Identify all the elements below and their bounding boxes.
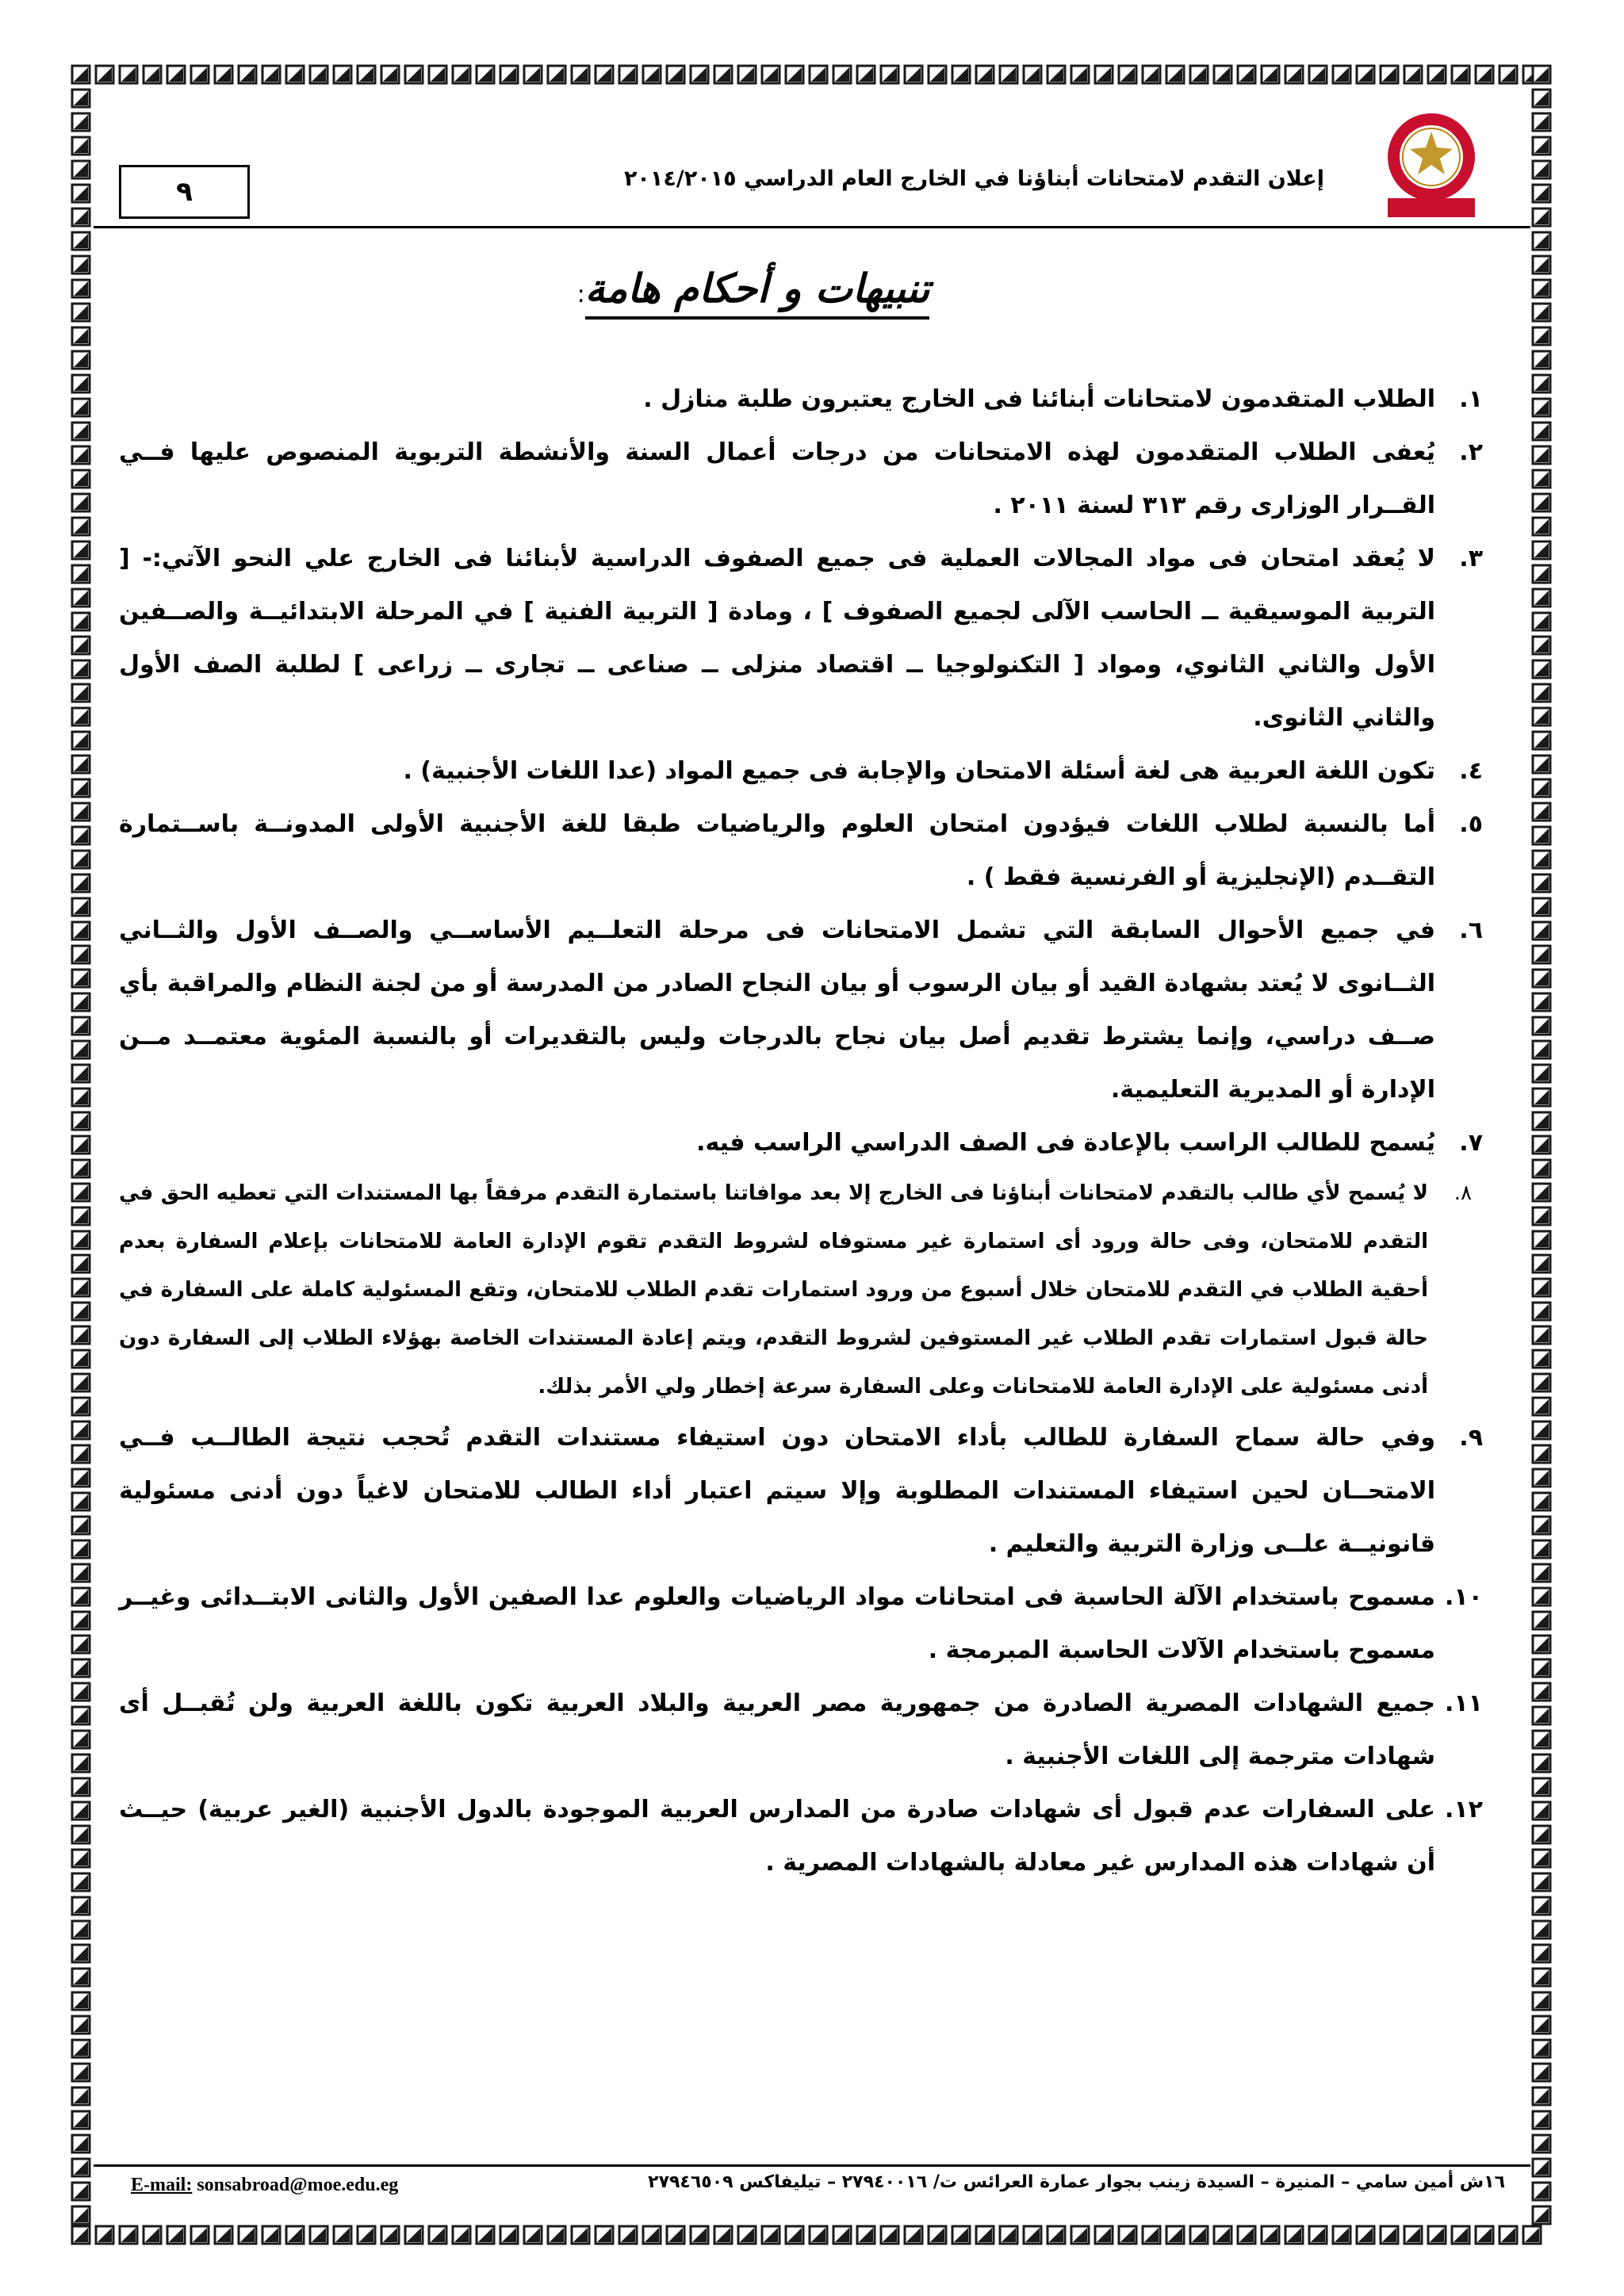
rules-list [119, 373, 1483, 1889]
item-text: لا يُعقد امتحان فى مواد المجالات العملية فى جميع الصفوف الدراسية لأبنائنا فى الخارج علي النحو الآتي:- [ التربية الموسيقية ــ الحاسب الآلى لجميع الصفوف ] ، ومادة [ التربية الفنية ] في المرحلة الابتدائيــة والصــفين الأول والثاني الثانوي، ومواد [ التكنولوجيا ــ اقتصاد منزلى ــ صناعى ــ تجارى ــ زراعى ] لطلبة الصف الأول والثاني الثانوى. [119, 545, 1435, 732]
item-number: ٧. [1459, 1129, 1483, 1157]
item-number: ٨. [1454, 1181, 1472, 1205]
list-item [119, 426, 1483, 532]
decorative-border-top [70, 63, 1554, 87]
ministry-logo-icon [1372, 109, 1491, 220]
item-text: على السفارات عدم قبول أى شهادات صادرة من المدارس العربية الموجودة بالدول الأجنبية (الغير عربية) حيــث أن شهادات هذه المدارس غير معادلة بالشهادات المصرية . [119, 1796, 1435, 1877]
page-number: ٩ [119, 165, 250, 219]
email-link[interactable]: sonsabroad@moe.edu.eg [197, 2175, 399, 2195]
list-item [119, 1783, 1483, 1889]
section-title-text: تنبيهات و أحكام هامة [585, 266, 930, 320]
footer-address: ١٦ش أمين سامي – المنيرة – السيدة زينب بجوار عمارة العرائس ت/ ٢٧٩٤٠٠١٦ – تيليفاكس ٢٧٩٤٦٥٠٩ [648, 2172, 1505, 2192]
item-number: ١١. [1444, 1689, 1483, 1717]
list-item [119, 532, 1483, 744]
email-label: E-mail: [131, 2175, 193, 2195]
section-title [476, 266, 1031, 312]
list-item [119, 1571, 1483, 1677]
decorative-border-right [1530, 63, 1554, 2248]
list-item [119, 1411, 1483, 1571]
list-item [119, 1116, 1483, 1169]
item-number: ٦. [1459, 916, 1483, 944]
footer-email [131, 2175, 398, 2196]
item-number: ١٢. [1444, 1796, 1483, 1823]
list-item [119, 904, 1483, 1116]
list-item [119, 1677, 1483, 1783]
item-text: يُسمح للطالب الراسب بالإعادة فى الصف الدراسي الراسب فيه. [696, 1129, 1435, 1157]
decorative-border-bottom [70, 2224, 1554, 2248]
header-title: إعلان التقدم لامتحانات أبناؤنا في الخارج العام الدراسي ٢٠١٤/٢٠١٥ [623, 166, 1324, 191]
item-text: جميع الشهادات المصرية الصادرة من جمهورية مصر العربية والبلاد العربية تكون باللغة العربية ولن تُقبــل أى شهادات مترجمة إلى اللغات الأجنبية . [119, 1689, 1435, 1770]
list-item [119, 744, 1483, 798]
item-text: أما بالنسبة لطلاب اللغات فيؤدون امتحان العلوم والرياضيات طبقا للغة الأجنبية الأولى المدونــة باســتمارة التقــدم (الإنجليزية أو الفرنسية فقط ) . [119, 810, 1435, 891]
item-text: وفي حالة سماح السفارة للطالب بأداء الامتحان دون استيفاء مستندات التقدم تُحجب نتيجة الطالــب فــي الامتحــان لحين استيفاء المستندات المطلوبة وإلا سيتم اعتبار أداء الطالب للامتحان لاغياً دون أدنى مسئولية قانونيــة علــى وزارة التربية والتعليم . [119, 1424, 1435, 1558]
item-text: تكون اللغة العربية هى لغة أسئلة الامتحان والإجابة فى جميع المواد (عدا اللغات الأجنبية) . [403, 757, 1435, 785]
item-text: يُعفى الطلاب المتقدمون لهذه الامتحانات من درجات أعمال السنة والأنشطة التربوية المنصوص عليها فــي القــرار الوزارى رقم ٣١٣ لسنة ٢٠١١ . [119, 438, 1435, 519]
section-title-colon: : [576, 281, 585, 308]
header-divider [94, 226, 1530, 228]
item-number: ٩. [1459, 1424, 1483, 1452]
item-number: ٥. [1459, 810, 1483, 838]
item-number: ٣. [1459, 545, 1483, 572]
list-item [119, 1169, 1483, 1411]
item-number: ١. [1459, 385, 1483, 413]
item-number: ٢. [1459, 438, 1483, 466]
list-item [119, 798, 1483, 904]
item-number: ١٠. [1444, 1583, 1483, 1611]
item-text: لا يُسمح لأي طالب بالتقدم لامتحانات أبناؤنا فى الخارج إلا بعد موافاتنا باستمارة التقدم مرفقاً بها المستندات التي تعطيه الحق في التقدم للامتحان، وفى حالة ورود أى استمارة غير مستوفاه لشروط التقدم تقوم الإدارة العامة للامتحانات بإعلام السفارة بعدم أحقية الطلاب في التقدم للامتحان خلال أسبوع من ورود استمارات تقدم الطلاب للامتحان، وتقع المسئولية كاملة على السفارة في حالة قبول استمارات تقدم الطلاب غير المستوفين لشروط التقدم، ويتم إعادة المستندات الخاصة بهؤلاء الطلاب إلى السفارة دون أدنى مسئولية على الإدارة العامة للامتحانات وعلى السفارة سرعة إخطار ولي الأمر بذلك. [119, 1181, 1428, 1399]
item-text: الطلاب المتقدمون لامتحانات أبنائنا فى الخارج يعتبرون طلبة منازل . [643, 385, 1435, 413]
item-text: في جميع الأحوال السابقة التي تشمل الامتحانات فى مرحلة التعلــيم الأساســي والصــف الأول والثــاني الثــانوى لا يُعتد بشهادة القيد أو بيان الرسوب أو بيان النجاح الصادر من المدرسة أو من لجنة النظام والمراقبة بأي صــف دراسي، وإنما يشترط تقديم أصل بيان نجاح بالدرجات وليس بالتقديرات أو بالنسبة المئوية معتمــد مــن الإدارة أو المديرية التعليمية. [119, 916, 1435, 1104]
item-number: ٤. [1459, 757, 1483, 785]
decorative-border-left [70, 63, 94, 2248]
item-text: مسموح باستخدام الآلة الحاسبة فى امتحانات مواد الرياضيات والعلوم عدا الصفين الأول والثانى الابتــدائى وغيــر مسموح باستخدام الآلات الحاسبة المبرمجة . [119, 1583, 1435, 1664]
list-item [119, 373, 1483, 426]
footer-divider [94, 2164, 1530, 2167]
